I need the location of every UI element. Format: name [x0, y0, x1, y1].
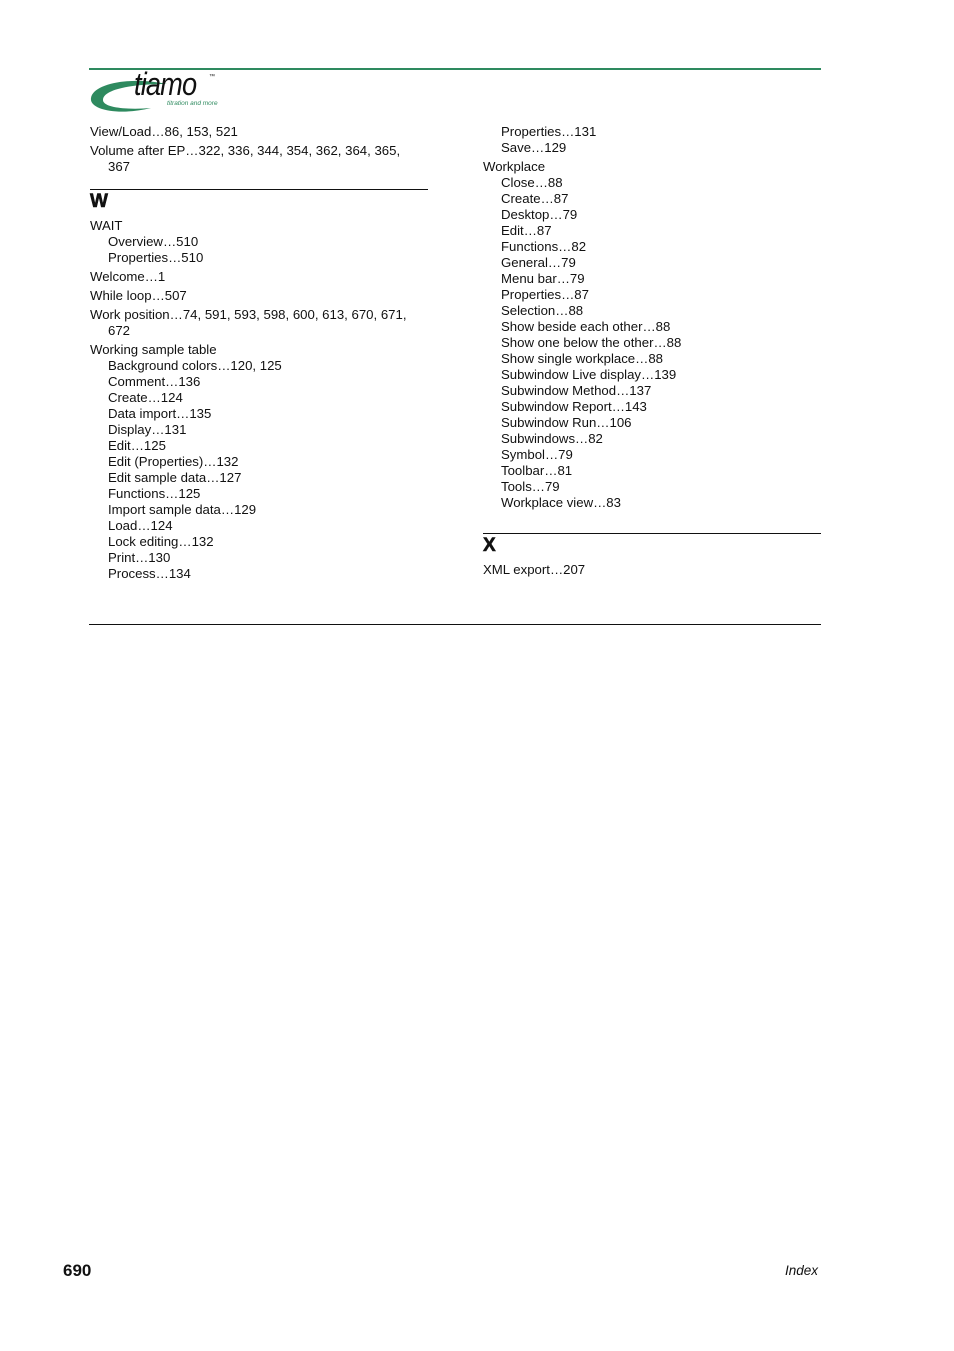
sub-entry: Workplace view…83	[501, 495, 621, 510]
sub-entry: Subwindow Report…143	[501, 399, 647, 414]
entry-continuation: 672	[108, 323, 131, 338]
sub-entry: Edit sample data…127	[108, 470, 242, 485]
entry-text: While loop…507	[90, 288, 187, 303]
entry-text: View/Load…86, 153, 521	[90, 124, 238, 139]
sub-entry: Desktop…79	[501, 207, 578, 222]
index-entry	[483, 124, 821, 156]
sub-entry: Toolbar…81	[501, 463, 573, 478]
sub-entry: Properties…87	[501, 287, 589, 302]
sub-entry: Edit (Properties)…132	[108, 454, 239, 469]
sub-entry: Symbol…79	[501, 447, 573, 462]
sub-entry: Subwindow Run…106	[501, 415, 632, 430]
sub-entry: Data import…135	[108, 406, 212, 421]
logo-trademark: ™	[209, 74, 215, 80]
entry-text: WAIT	[90, 218, 123, 233]
tiamo-logo	[89, 66, 239, 118]
sub-entry: Comment…136	[108, 374, 201, 389]
section-rule	[483, 533, 821, 534]
sub-entry: Tools…79	[501, 479, 560, 494]
entry-text: XML export…207	[483, 562, 586, 577]
entry-continuation: 367	[108, 159, 131, 174]
entry-text: Volume after EP…322, 336, 344, 354, 362, 364, 365,	[90, 143, 401, 158]
index-entry	[90, 269, 428, 285]
sub-entry: Show single workplace…88	[501, 351, 663, 366]
sub-entry: Functions…125	[108, 486, 201, 501]
sub-entry: Process…134	[108, 566, 191, 581]
index-column-right	[483, 124, 821, 578]
sub-entry: Subwindow Live display…139	[501, 367, 677, 382]
entry-text: Workplace	[483, 159, 546, 174]
logo-tagline: titration and more	[167, 100, 218, 107]
entry-text: Work position…74, 591, 593, 598, 600, 613, 670, 671,	[90, 307, 407, 322]
sub-entry: Subwindow Method…137	[501, 383, 652, 398]
sub-entry: Subwindows…82	[501, 431, 603, 446]
index-entry	[483, 159, 821, 511]
logo-wordmark: tiamo	[134, 66, 197, 102]
sub-entry: Show beside each other…88	[501, 319, 671, 334]
sub-entry: Lock editing…132	[108, 534, 214, 549]
section-w	[90, 189, 428, 212]
index-column-left	[90, 124, 428, 582]
section-letter: X	[483, 535, 496, 556]
sub-entry: Menu bar…79	[501, 271, 585, 286]
sub-entry: Properties…131	[501, 124, 597, 139]
sub-entry: Show one below the other…88	[501, 335, 682, 350]
index-entry	[483, 562, 821, 578]
sub-entry: Print…130	[108, 550, 171, 565]
index-entry	[90, 124, 428, 140]
index-entry	[90, 307, 428, 339]
sub-entry: General…79	[501, 255, 576, 270]
sub-entry: Functions…82	[501, 239, 587, 254]
sub-entry: Edit…125	[108, 438, 166, 453]
section-letter: W	[90, 191, 108, 212]
sub-entry: Background colors…120, 125	[108, 358, 282, 373]
index-entry	[90, 143, 428, 175]
index-entry	[90, 288, 428, 304]
sub-entry: Import sample data…129	[108, 502, 257, 517]
sub-entry: Properties…510	[108, 250, 204, 265]
footer-section-label: Index	[785, 1263, 819, 1278]
section-rule	[90, 189, 428, 190]
sub-entry: Save…129	[501, 140, 567, 155]
sub-entry: Edit…87	[501, 223, 552, 238]
page-number: 690	[63, 1261, 92, 1280]
header-rule	[89, 68, 821, 70]
section-x	[483, 533, 821, 556]
sub-entry: Load…124	[108, 518, 173, 533]
content-bottom-rule	[89, 624, 821, 625]
entry-text: Welcome…1	[90, 269, 166, 284]
index-entry	[90, 342, 428, 582]
sub-entry: Overview…510	[108, 234, 199, 249]
sub-entry: Create…87	[501, 191, 569, 206]
sub-entry: Close…88	[501, 175, 563, 190]
sub-entry: Display…131	[108, 422, 187, 437]
index-entry	[90, 218, 428, 266]
sub-entry: Create…124	[108, 390, 183, 405]
entry-text: Working sample table	[90, 342, 217, 357]
sub-entry: Selection…88	[501, 303, 584, 318]
